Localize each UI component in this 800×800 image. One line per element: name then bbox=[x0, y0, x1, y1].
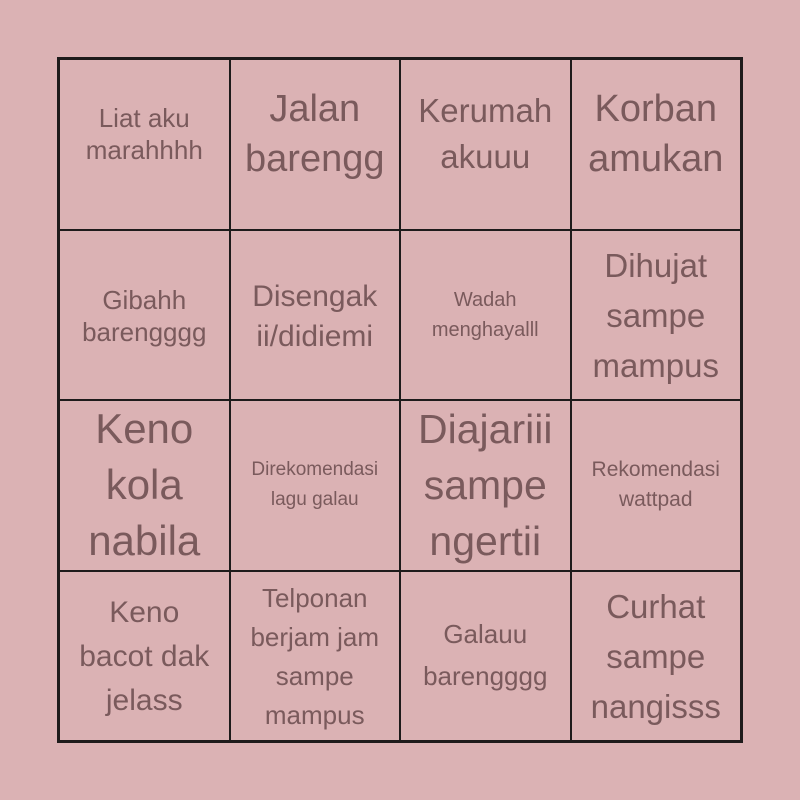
cell-text: Dihujat sampe mampus bbox=[592, 246, 720, 384]
cell-text: Gibahh barengggg bbox=[82, 284, 207, 347]
bingo-cell[interactable] bbox=[571, 59, 742, 230]
bingo-cell[interactable] bbox=[571, 571, 742, 742]
cell-text: Direkomendasi lagu galau bbox=[251, 459, 379, 511]
cell-text: Telponan berjam jam sampe mampus bbox=[250, 582, 380, 730]
cell-text: Jalan barengg bbox=[245, 88, 385, 181]
bingo-board bbox=[57, 57, 743, 743]
cell-text: Keno bacot dak jelass bbox=[79, 595, 210, 717]
bingo-cell[interactable] bbox=[571, 230, 742, 401]
bingo-cell[interactable] bbox=[230, 59, 401, 230]
bingo-cell[interactable] bbox=[59, 59, 230, 230]
cell-text: Liat aku marahhhh bbox=[85, 103, 203, 166]
cell-text: Korban amukan bbox=[588, 88, 724, 181]
cell-text: Diajariii sampe ngertii bbox=[418, 406, 553, 565]
bingo-cell[interactable] bbox=[400, 400, 571, 571]
cell-text: Kerumah akuuu bbox=[418, 92, 553, 176]
bingo-cell[interactable] bbox=[59, 571, 230, 742]
bingo-cell[interactable] bbox=[230, 400, 401, 571]
cell-text: Curhat sampe nangisss bbox=[590, 587, 721, 725]
cell-text: Wadah menghayalll bbox=[431, 288, 539, 341]
bingo-cell[interactable] bbox=[400, 230, 571, 401]
cell-text: Rekomendasi wattpad bbox=[591, 458, 720, 512]
cell-text: Keno kola nabila bbox=[88, 405, 201, 565]
bingo-cell[interactable] bbox=[571, 400, 742, 571]
cell-text: Galauu barengggg bbox=[423, 618, 548, 691]
bingo-cell[interactable] bbox=[59, 230, 230, 401]
bingo-cell[interactable] bbox=[230, 571, 401, 742]
bingo-cell[interactable] bbox=[230, 230, 401, 401]
bingo-cell[interactable] bbox=[59, 400, 230, 571]
bingo-cell[interactable] bbox=[400, 59, 571, 230]
bingo-cell[interactable] bbox=[400, 571, 571, 742]
cell-text: Disengak ii/didiemi bbox=[252, 279, 378, 353]
